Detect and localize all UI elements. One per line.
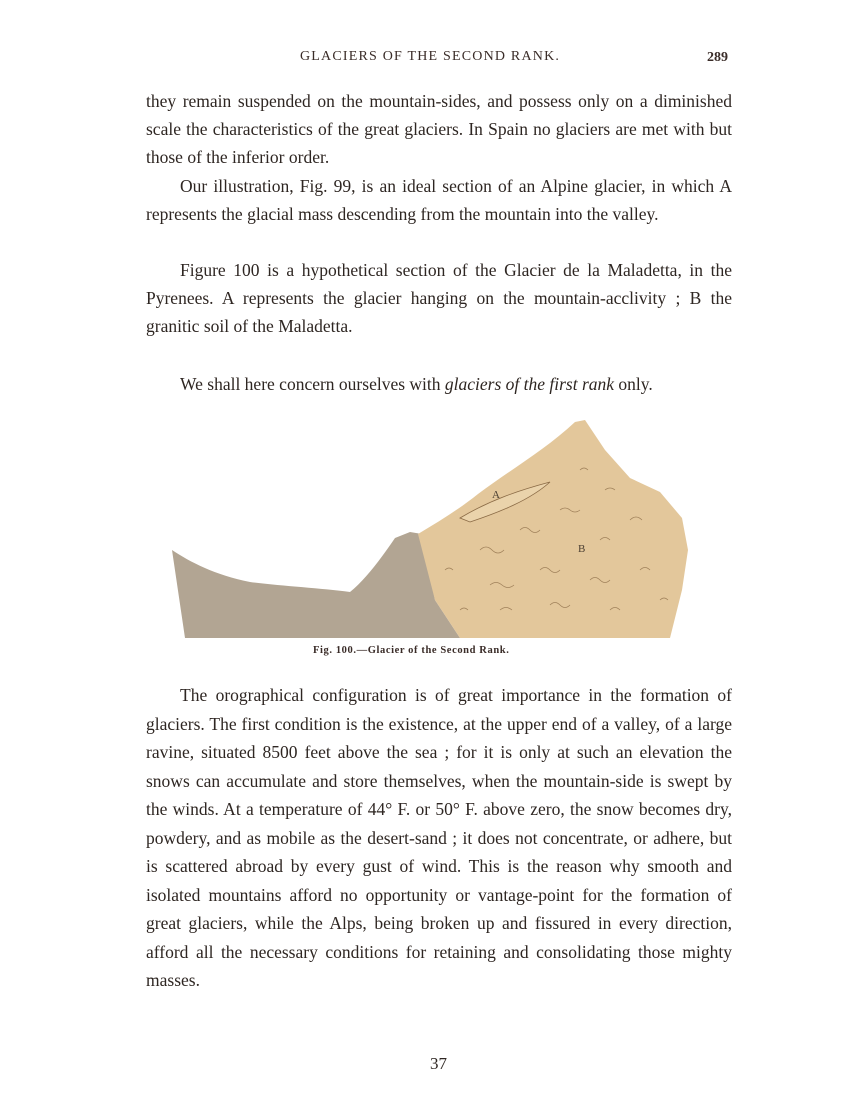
figure-label-a: A	[492, 489, 500, 501]
paragraph-3: Figure 100 is a hypothetical section of the Glacier de la Maladetta, in the Pyrenees. A represents the glacier hanging on the mountain-acclivity ; B the granitic soil of the Maladetta.	[146, 260, 732, 336]
paragraph-4-end: only.	[614, 374, 653, 394]
glacier-slope-shape	[172, 532, 460, 638]
paragraph-4	[146, 370, 732, 398]
granite-mass-shape	[418, 420, 688, 638]
figure-label-b: B	[578, 543, 586, 555]
paragraph-1: they remain suspended on the mountain-sides, and possess only on a diminished scale the characteristics of the great glaciers. In Spain no glaciers are met with but those of the inferior order.	[146, 91, 732, 167]
page-number: 289	[707, 50, 728, 65]
figure-100	[160, 410, 700, 650]
running-head: GLACIERS OF THE SECOND RANK.	[300, 49, 561, 64]
paragraph-2: Our illustration, Fig. 99, is an ideal section of an Alpine glacier, in which A represents the glacial mass descending from the mountain into the valley.	[146, 176, 732, 224]
paragraph-5: The orographical configuration is of great importance in the formation of glaciers. The first condition is the existence, at the upper end of a valley, of a large ravine, situated 8500 feet above the sea ; for it is only at such an elevation the snows can accumulate and store themselves, when the mountain-side is swept by the winds. At a temperature of 44° F. or 50° F. above zero, the snow becomes dry, powdery, and as mobile as the desert-sand ; it does not concentrate, or adhere, but is scattered abroad by every gust of wind. This is the reason why smooth and isolated mountains afford no opportunity or vantage-point for the formation of great glaciers, while the Alps, being broken up and fissured in every direction, afford all the necessary conditions for retaining and consolidating those mighty masses.	[146, 685, 732, 990]
paragraph-4-italic: glaciers of the first rank	[444, 374, 615, 394]
signature-mark: 37	[430, 1054, 447, 1073]
glacier-section-illustration	[160, 410, 700, 650]
paragraph-4-text: We shall here concern ourselves with	[180, 374, 445, 394]
figure-caption: Fig. 100.—Glacier of the Second Rank.	[313, 645, 510, 656]
